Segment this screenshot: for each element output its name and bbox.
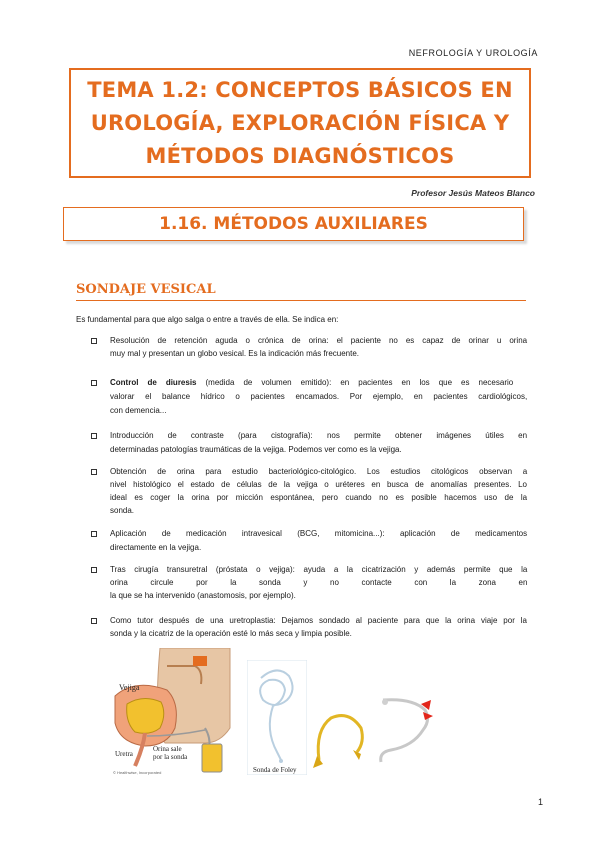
page-number: 1 [537, 797, 543, 807]
bullet-text: (medida de volumen emitido): en pacientes en los que es necesario [196, 378, 514, 387]
intro-text: Es fundamental para que algo salga o entre a través de ella. Se indica en: [76, 315, 339, 324]
title-line-2: UROLOGÍA, EXPLORACIÓN FÍSICA Y [90, 111, 510, 135]
bullet-line [110, 378, 513, 388]
bullet-line: nivel histológico el estado de células de la vejiga o uréteres en busca de anomalías presentes. Lo [110, 480, 527, 489]
bullet-icon [91, 338, 97, 344]
section-box [63, 207, 524, 241]
label-vejiga: Vejiga [119, 683, 140, 692]
bullet-line: Tras cirugía transuretral (próstata o vejiga): ayuda a la cicatrización y además permite que la [110, 565, 528, 574]
bullet-icon [91, 380, 97, 386]
bullet-icon [91, 567, 97, 573]
bullet-strong: Control de diuresis [110, 378, 197, 387]
bullet-line: determinadas patologías traumáticas de la vejiga. Podemos ver como es la vejiga. [110, 445, 402, 454]
bullet-icon [91, 469, 97, 475]
bullet-line: con demencia... [110, 406, 167, 415]
catheter-anatomy-illustration [105, 648, 245, 778]
bullet-line: la que se ha intervenido (anastomosis, por ejemplo). [110, 591, 296, 600]
bullet-line: sonda. [110, 506, 135, 515]
yellow-catheter-illustration [309, 700, 371, 775]
bullet-line: Introducción de contraste (para cistografía): nos permite obtener imágenes útiles en [110, 431, 528, 440]
bullet-line: Como tutor después de una uretroplastia: Dejamos sondado al paciente para que la orina viaje por la [110, 616, 527, 625]
label-orina-2: por la sonda [153, 753, 188, 761]
bullet-line: Resolución de retención aguda o crónica de orina: el paciente no es capaz de orinar u orina [110, 336, 528, 345]
foley-catheter-illustration [247, 660, 307, 775]
bullet-line: sonda y la cicatriz de la operación esté lo más seca y limpia posible. [110, 629, 352, 638]
section-title: 1.16. MÉTODOS AUXILIARES [159, 214, 428, 234]
title-line-3: MÉTODOS DIAGNÓSTICOS [145, 144, 455, 168]
label-orina-1: Orina sale [153, 745, 182, 753]
bullet-line: orina circule por la sonda y no contacte con la zona en [110, 578, 528, 587]
bullet-line: valorar el balance hídrico o pacientes encamados. Por ejemplo, en pacientes cardiológicos, [110, 392, 528, 401]
subsection-title: SONDAJE VESICAL [76, 282, 216, 297]
silicone-catheter-illustration [373, 690, 435, 775]
bullet-icon [91, 618, 97, 624]
bullet-icon [91, 531, 97, 537]
subsection-rule [76, 300, 526, 301]
professor-name: Profesor Jesús Mateos Blanco [411, 188, 535, 198]
bullet-line: muy mal y presentan un globo vesical. Es la indicación más frecuente. [110, 349, 360, 358]
label-uretra: Uretra [115, 750, 133, 758]
title-line-1: TEMA 1.2: CONCEPTOS BÁSICOS EN [87, 78, 513, 102]
header-course: NEFROLOGÍA Y UROLOGÍA [408, 48, 538, 58]
title-box [69, 68, 531, 178]
bullet-line: ideal es coger la orina por micción espontánea, pero cuando no es posible hacemos uso de la [110, 493, 528, 502]
label-foley: Sonda de Foley [253, 766, 297, 774]
bullet-line: Aplicación de medicación intravesical (BCG, mitomicina...): aplicación de medicamentos [110, 529, 528, 538]
bullet-line: Obtención de orina para estudio bacteriológico-citológico. Los estudios citológicos observan a [110, 467, 528, 476]
bullet-icon [91, 433, 97, 439]
bullet-line: directamente en la vejiga. [110, 543, 202, 552]
illustration-credit: © Healthwise, Incorporated [113, 770, 162, 775]
